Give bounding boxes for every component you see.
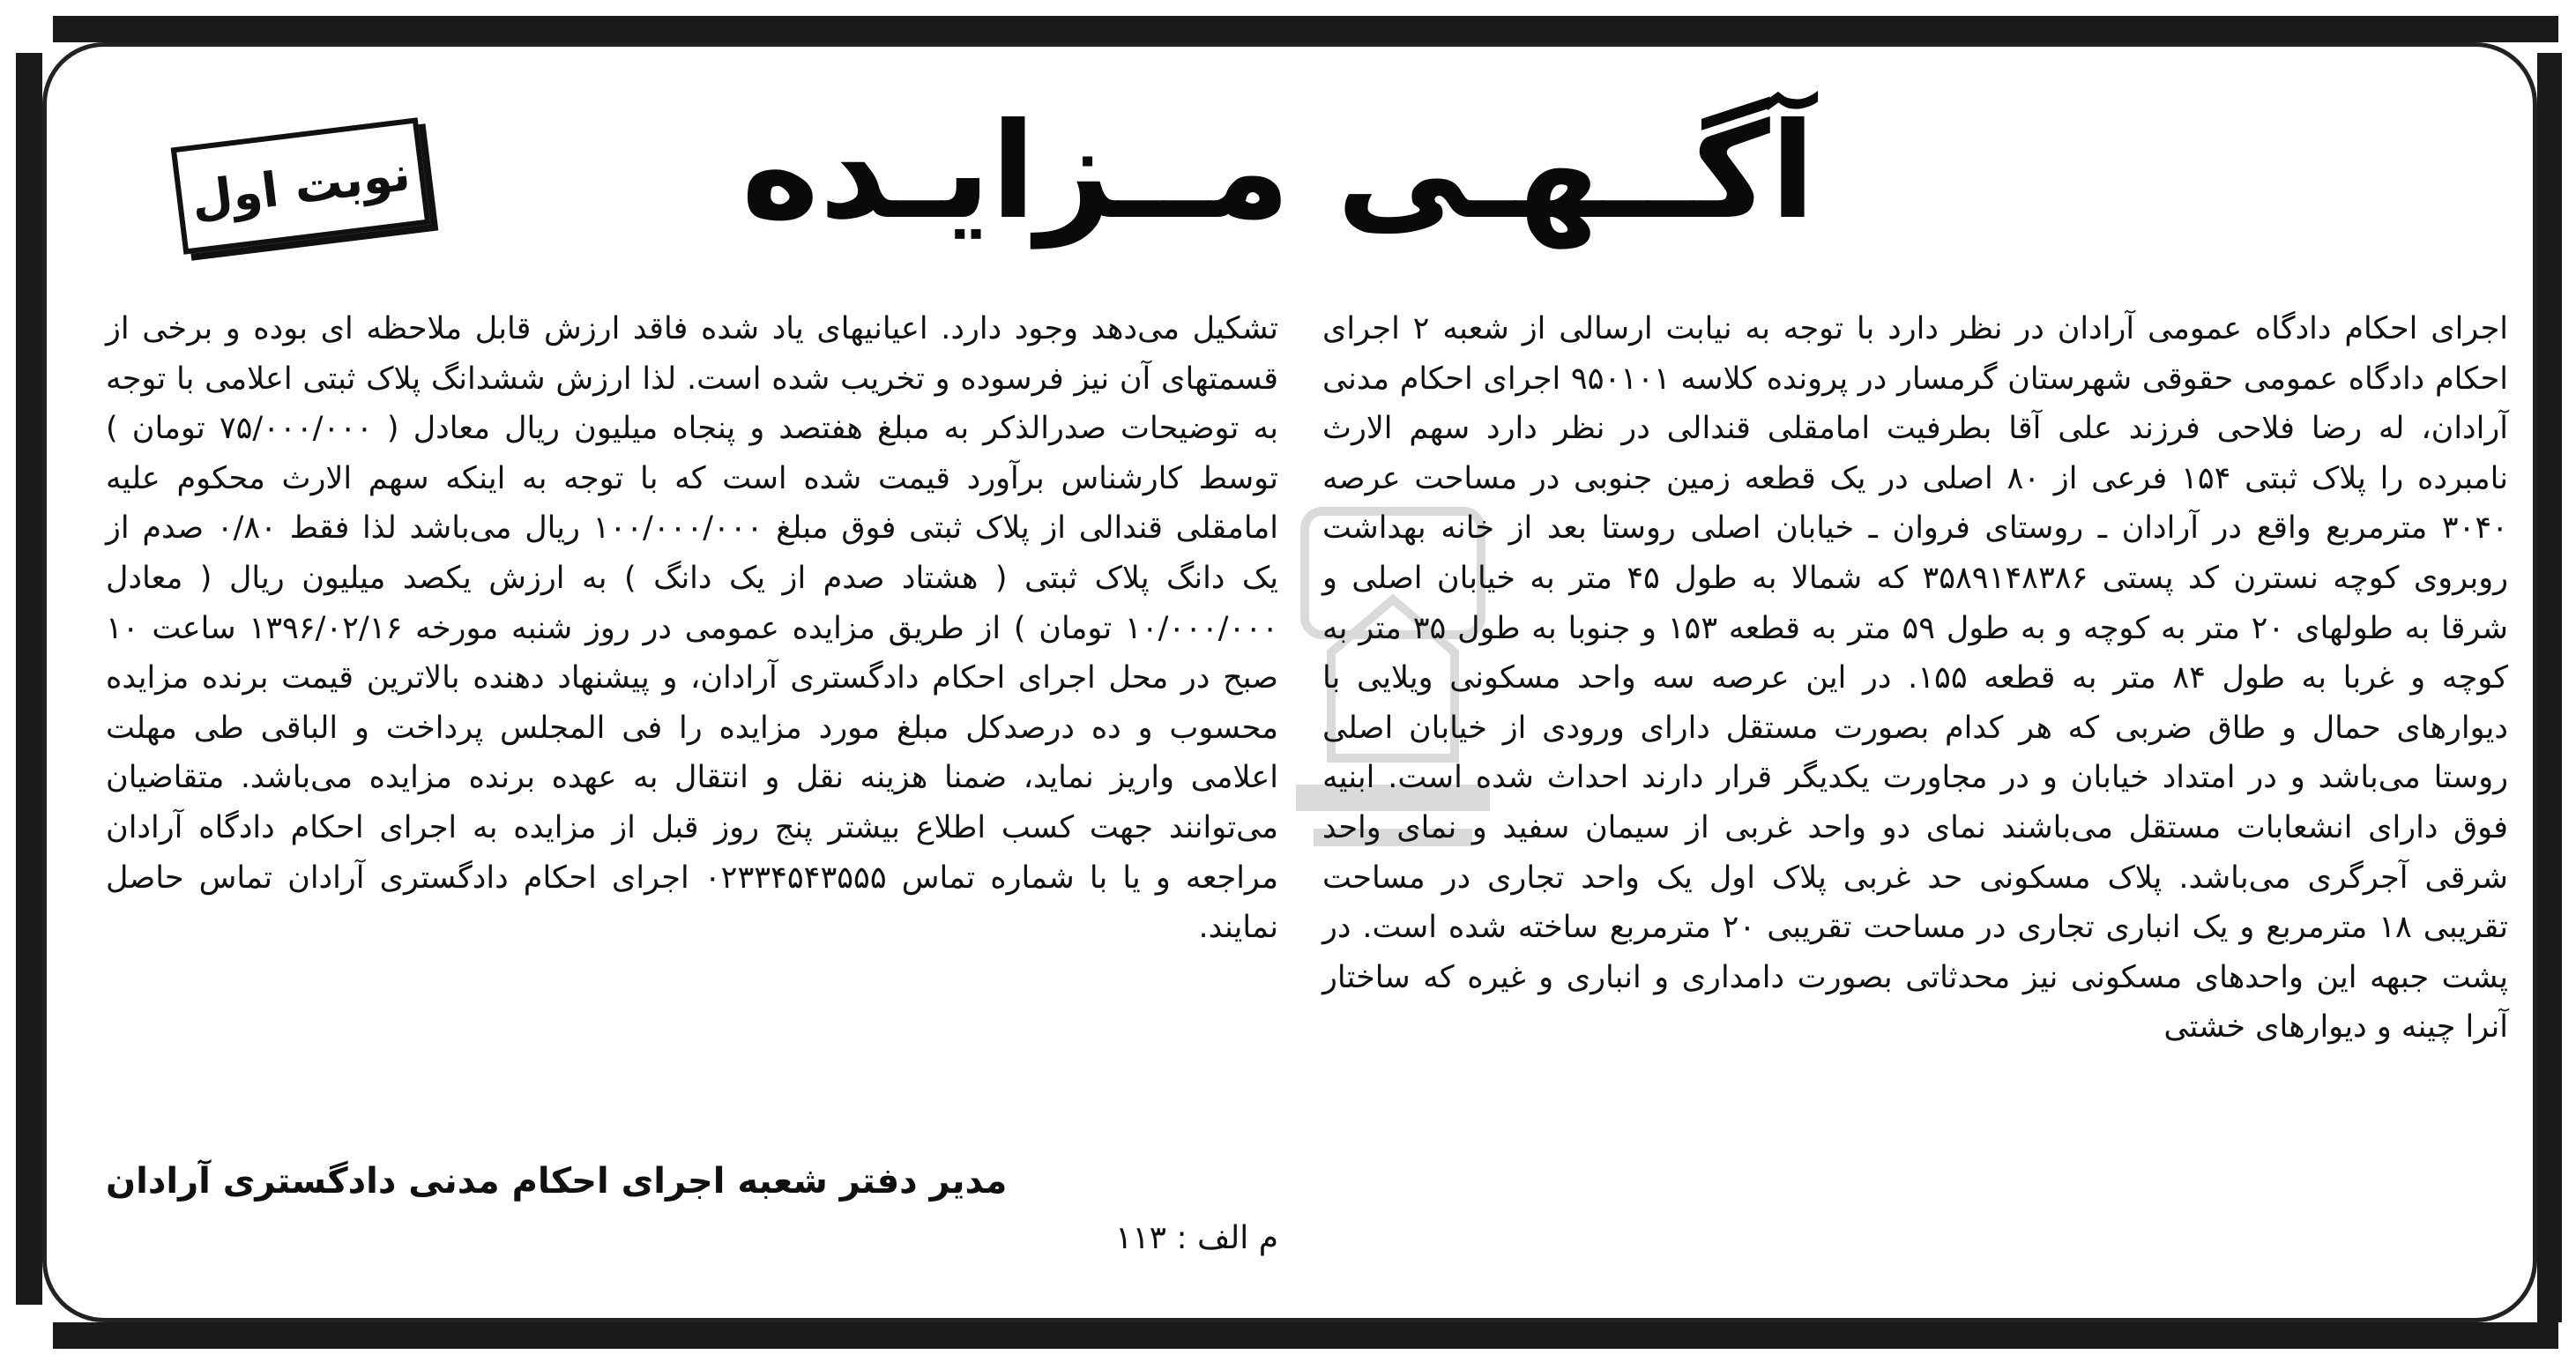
left-column-text: تشکیل می‌دهد وجود دارد. اعیانیهای یاد شده فاقد ارزش قابل ملاحظه ای بوده و برخی از قسمتهای آن نیز فرسوده و تخریب شده است. لذا ارزش ششدانگ پلاک ثبتی اعلامی با توجه به توضیحات صدرالذکر به مبلغ هفتصد و پنجاه میلیون ریال معادل ( ۷۵/۰۰۰/۰۰۰ تومان ) توسط کارشناس برآورد قیمت شده است که با توجه به اینکه سهم الارث محکوم علیه امامقلی قندالی از پلاک ثبتی فوق مبلغ ۱۰۰/۰۰۰/۰۰۰ ریال می‌باشد لذا فقط ۰/۸۰ صدم از یک دانگ پلاک ثبتی ( هشتاد صدم از یک دانگ ) به ارزش یکصد میلیون ریال ( معادل ۱۰/۰۰۰/۰۰۰ تومان ) از طریق مزایده عمومی در روز شنبه مورخه ۱۳۹۶/۰۲/۱۶ ساعت ۱۰ صبح در محل اجرای احکام دادگستری آرادان، و پیشنهاد دهنده بالاترین قیمت برنده مزایده محسوب و ده درصدکل مبلغ مورد مزایده را فی المجلس پرداخت و الباقی طی مهلت اعلامی واریز نماید، ضمنا هزینه نقل و انتقال به عهده برنده مزایده می‌باشد. متقاضیان می‌توانند جهت کسب اطلاع بیشتر پنج روز قبل از مزایده به اجرای احکام دادگاه آرادان مراجعه و یا با شماره تماس ۰۲۳۳۴۵۴۳۵۵۵ اجرای احکام دادگستری آرادان تماس حاصل نمایند. [106,311,1278,946]
signature-line: مدیر دفتر شعبه اجرای احکام مدنی دادگستری آرادان [106,1161,1008,1202]
notice-body-left-column [106,304,1278,1150]
notice-body-right-column [1322,304,2508,1291]
reference-number: م الف : ۱۱۳ [1115,1220,1278,1256]
round-stamp: نوبت اول [171,117,431,254]
frame-bar-top [53,16,2558,42]
frame-bar-right [2537,53,2562,1322]
frame-bar-left [16,53,42,1305]
frame-bar-bottom [53,1322,2558,1349]
right-column-text: اجرای احکام دادگاه عمومی آرادان در نظر دارد با توجه به نیابت ارسالی از شعبه ۲ اجرای احکام دادگاه عمومی حقوقی شهرستان گرمسار در پرونده کلاسه ۹۵۰۱۰۱ اجرای احکام مدنی آرادان، له رضا فلاحی فرزند علی آقا بطرفیت امامقلی قندالی در نظر دارد سهم الارث نامبرده را پلاک ثبتی ۱۵۴ فرعی از ۸۰ اصلی در یک قطعه زمین جنوبی در مساحت عرصه ۳۰۴۰ مترمربع واقع در آرادان ـ روستای فروان ـ خیابان اصلی روستا بعد از خانه بهداشت روبروی کوچه نسترن کد پستی ۳۵۸۹۱۴۸۳۸۶ که شمالا به طول ۴۵ متر به خیابان اصلی و شرقا به طولهای ۲۰ متر به کوچه و به طول ۵۹ متر به قطعه ۱۵۳ و جنوبا به طول ۳۵ متر به کوچه و غربا به طول ۸۴ متر به قطعه ۱۵۵. در این عرصه سه واحد مسکونی ویلایی با دیوارهای حمال و طاق ضربی که هر کدام بصورت مستقل دارای ورودی از خیابان اصلی روستا می‌باشد و در امتداد خیابان و در مجاورت یکدیگر قرار دارند احداث شده است. ابنیه فوق دارای انشعابات مستقل می‌باشند نمای دو واحد غربی از سیمان سفید و نمای واحد شرقی آجرگری می‌باشد. پلاک مسکونی حد غربی پلاک اول یک واحد تجاری در مساحت تقریبی ۱۸ مترمربع و یک انباری تجاری در مساحت تقریبی ۲۰ مترمربع ساخته شده است. در پشت جبهه این واحدهای مسکونی نیز محدثاتی بصورت دامداری و انباری و غیره که ساختار آنرا چینه و دیوارهای خشتی [1322,311,2508,1046]
notice-title: آگــهـی مــزایـده [741,95,1816,249]
